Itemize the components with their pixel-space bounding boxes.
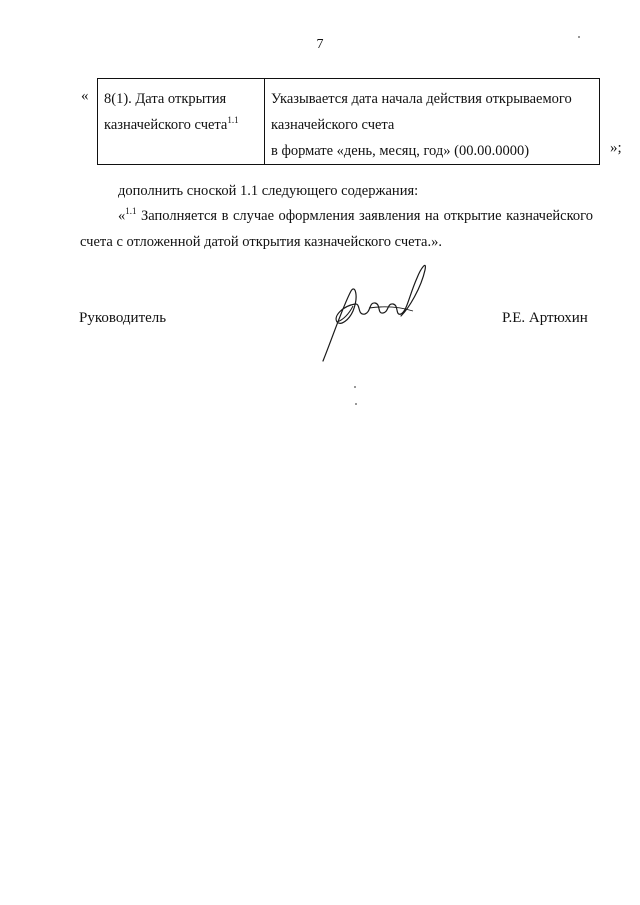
quote-close: »;	[610, 140, 622, 156]
signatory-position: Руководитель	[79, 310, 167, 326]
scan-speck	[354, 386, 356, 388]
footnote-paragraph	[80, 203, 593, 255]
table-row	[98, 79, 600, 165]
scan-speck	[355, 403, 357, 405]
field-description-cell	[265, 79, 600, 165]
amendment-table	[97, 78, 600, 165]
handwritten-signature	[313, 256, 433, 368]
supplement-paragraph: дополнить сноской 1.1 следующего содержания:	[118, 183, 419, 199]
scan-speck	[578, 36, 580, 38]
footnote-text: Заполняется в случае оформления заявления на открытие казначейского счета с отложенной датой открытия казначейского счета.».	[80, 208, 593, 250]
field-description-line-2: в формате «день, месяц, год» (00.00.0000)	[271, 143, 530, 159]
quote-open: «	[81, 88, 89, 104]
signatory-name: Р.Е. Артюхин	[502, 310, 588, 326]
page-number: 7	[316, 37, 324, 52]
footnote-mark: 1.1	[125, 206, 137, 217]
field-label: 8(1). Дата открытия казначейского счета	[104, 91, 228, 133]
field-label-footnote-mark: 1.1	[227, 115, 239, 126]
field-label-cell	[98, 79, 265, 165]
field-description-line-1: Указывается дата начала действия открываемого казначейского счета	[271, 91, 572, 133]
footnote-open-quote: «	[118, 208, 126, 224]
